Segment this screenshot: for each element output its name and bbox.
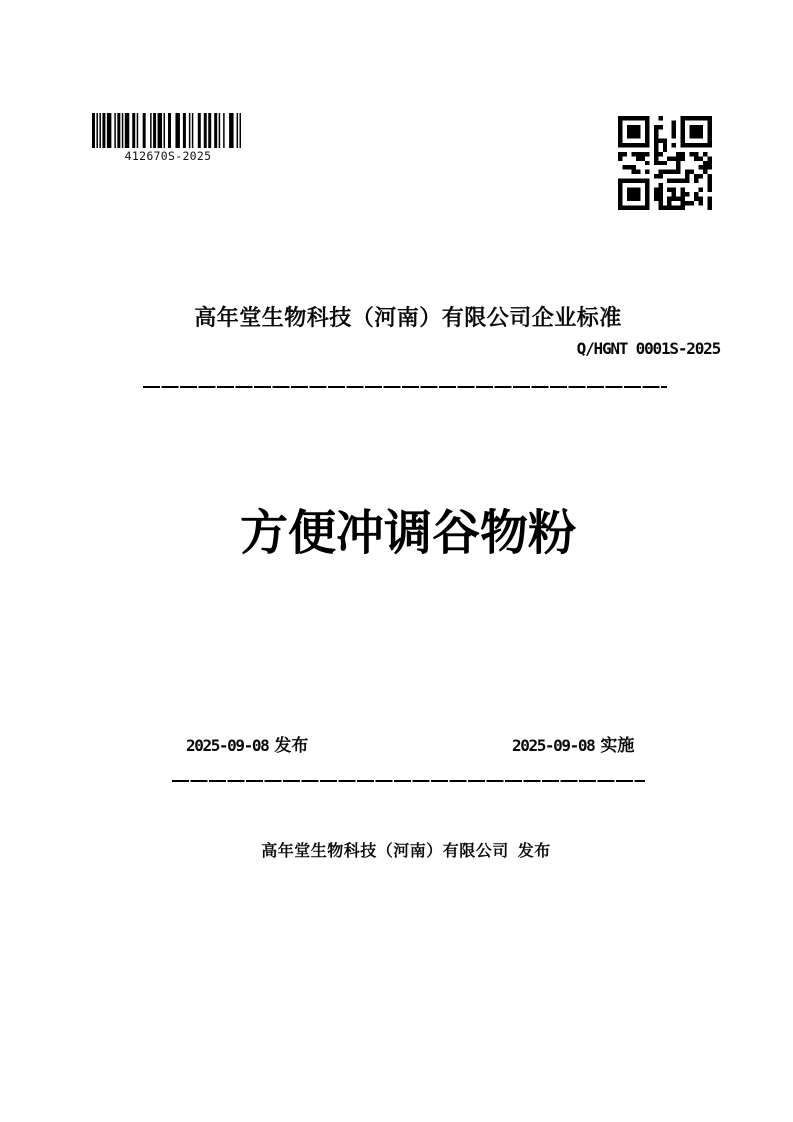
document-title: 方便冲调谷物粉 [239,507,577,560]
qr-code-icon [618,116,712,210]
issue-date-value: 2025-09-08 [186,736,269,755]
barcode-block [92,113,244,163]
divider-bottom [172,780,645,782]
implementation-date-value: 2025-09-08 [512,736,595,755]
barcode-text: 412670S-2025 [124,149,212,163]
standard-number: Q/HGNT 0001S-2025 [576,339,720,358]
footer-publish-label: 发布 [517,843,551,860]
implementation-date [512,731,634,756]
footer-publisher-name: 高年堂生物科技（河南）有限公司 [261,843,509,860]
issue-date-label: 发布 [274,736,309,755]
org-standard-heading: 高年堂生物科技（河南）有限公司企业标准 [194,305,622,330]
footer-publisher [261,838,551,861]
barcode-icon [92,113,244,148]
implementation-date-label: 实施 [600,736,635,755]
qr-code-block [618,116,712,210]
issue-date [186,731,308,756]
divider-top [143,386,667,388]
